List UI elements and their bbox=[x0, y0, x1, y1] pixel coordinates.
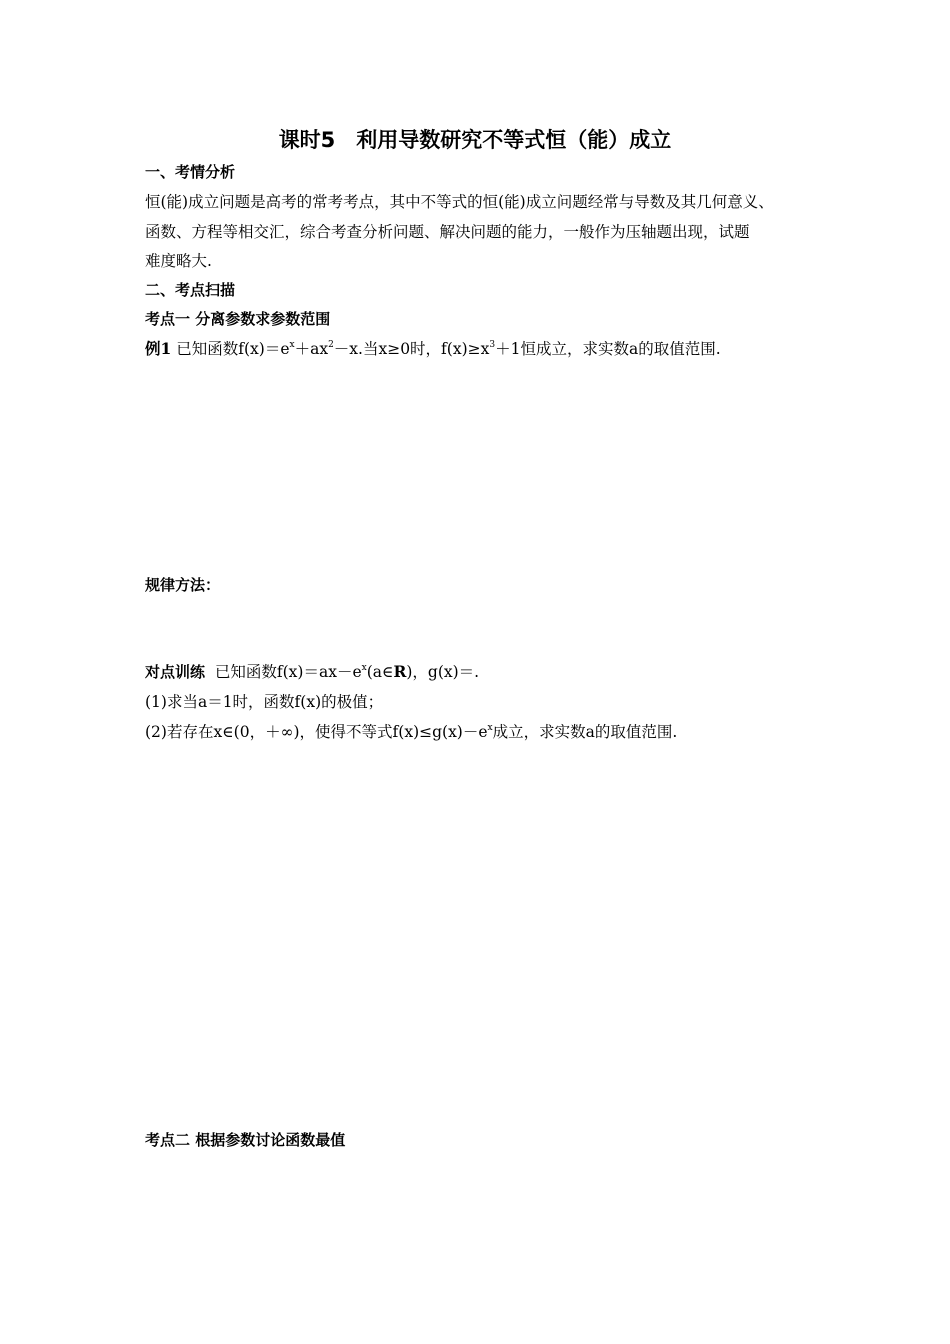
training-problem: 对点训练 已知函数$f(x)=ax-e^x(a\in R)$，g(x)＝. bbox=[145, 662, 480, 681]
example-1: 例1 已知函数$f(x)=e^x+ax^2-x$.当x≥0时，$f(x)\ge x^3+1$恒成立，求实数a的取值范围. bbox=[145, 339, 721, 358]
point-one-heading: 考点一 分离参数求参数范围 bbox=[145, 310, 331, 328]
method-label: 规律方法： bbox=[145, 576, 221, 594]
point-two-heading: 考点二 根据参数讨论函数最值 bbox=[145, 1131, 346, 1149]
analysis-line-3: 难度略大. bbox=[145, 252, 212, 270]
training-label: 对点训练 bbox=[145, 663, 206, 681]
section-heading-analysis: 一、考情分析 bbox=[145, 163, 236, 181]
analysis-line-1: 恒(能)成立问题是高考的常考考点，其中不等式的恒(能)成立问题经常与导数及其几何意义、 bbox=[145, 193, 774, 211]
training-question-1: (1)求当a＝1时，函数f(x)的极值； bbox=[145, 693, 384, 711]
training-question-2: (2)若存在x∈(0，＋∞)，使得不等式$f(x)\le g(x)-e^x$成立，求实数a的取值范围. bbox=[145, 723, 678, 741]
example-label: 例1 bbox=[145, 339, 172, 358]
analysis-line-2: 函数、方程等相交汇，综合考查分析问题、解决问题的能力，一般作为压轴题出现，试题 bbox=[145, 223, 750, 241]
page-title: 课时5 利用导数研究不等式恒（能）成立 bbox=[278, 128, 672, 152]
section-heading-scan: 二、考点扫描 bbox=[145, 281, 236, 299]
